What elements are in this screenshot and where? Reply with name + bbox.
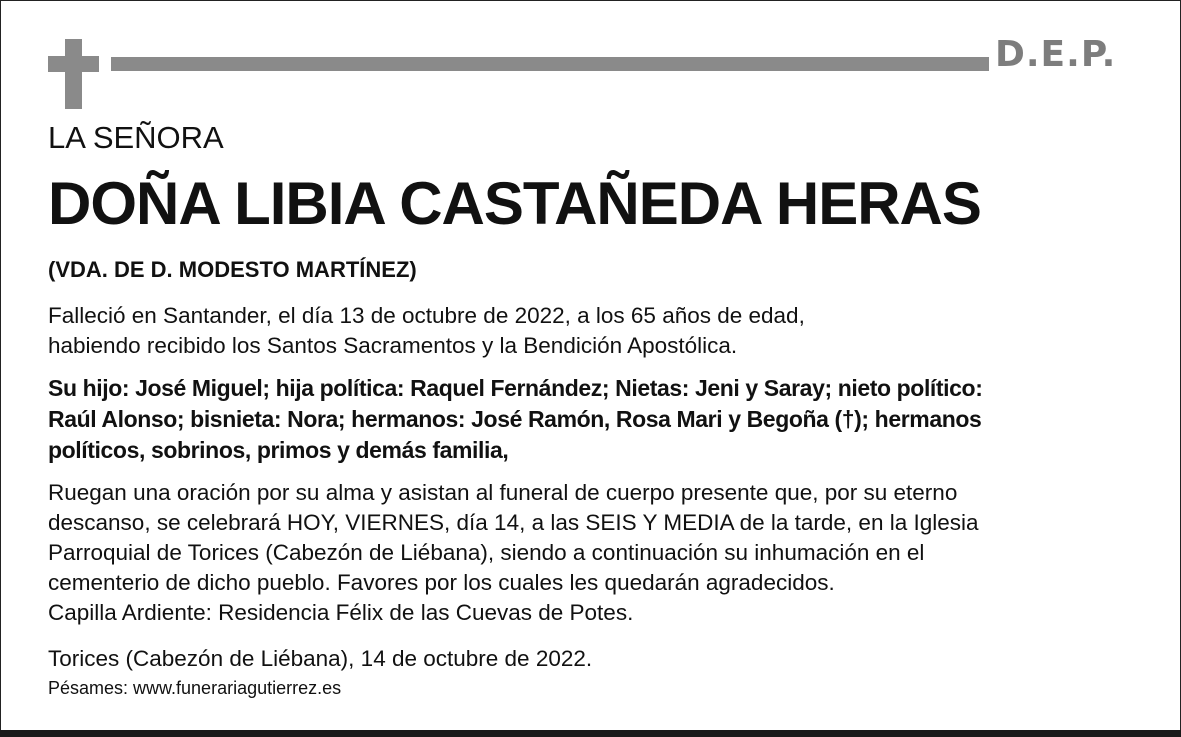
chapel-info: Capilla Ardiente: Residencia Félix de las Cuevas de Potes. xyxy=(48,600,634,625)
family-line: Su hijo: José Miguel; hija política: Raquel Fernández; Nietas: Jeni y Saray; nieto político: xyxy=(48,375,983,401)
bottom-rule xyxy=(0,730,1181,737)
deceased-name: DOÑA LIBIA CASTAÑEDA HERAS xyxy=(48,170,981,237)
death-paragraph xyxy=(48,301,805,361)
request-line: Ruegan una oración por su alma y asistan al funeral de cuerpo presente que, por su eterno xyxy=(48,480,958,505)
place-date: Torices (Cabezón de Liébana), 14 de octubre de 2022. xyxy=(48,646,593,671)
request-line: cementerio de dicho pueblo. Favores por los cuales les quedarán agradecidos. xyxy=(48,570,835,595)
family-line: Raúl Alonso; bisnieta: Nora; hermanos: José Ramón, Rosa Mari y Begoña (†); hermanos xyxy=(48,406,982,432)
widow-of: (VDA. DE D. MODESTO MARTÍNEZ) xyxy=(48,257,417,282)
funeral-request-paragraph xyxy=(48,478,979,598)
request-line: descanso, se celebrará HOY, VIERNES, día 14, a las SEIS Y MEDIA de la tarde, en la Iglesia xyxy=(48,510,979,535)
family-paragraph xyxy=(48,373,982,466)
death-line: habiendo recibido los Santos Sacramentos y la Bendición Apostólica. xyxy=(48,333,738,358)
request-line: Parroquial de Torices (Cabezón de Liébana), siendo a continuación su inhumación en el xyxy=(48,540,925,565)
intro-title: LA SEÑORA xyxy=(48,120,224,155)
header-rule xyxy=(111,57,989,71)
death-line: Falleció en Santander, el día 13 de octubre de 2022, a los 65 años de edad, xyxy=(48,303,805,328)
condolences-link[interactable]: Pésames: www.funerariagutierrez.es xyxy=(48,678,342,698)
family-line: políticos, sobrinos, primos y demás familia, xyxy=(48,437,509,463)
dep-label: D.E.P. xyxy=(995,34,1117,75)
cross-icon-arm xyxy=(48,56,99,72)
cross-icon xyxy=(65,39,82,109)
